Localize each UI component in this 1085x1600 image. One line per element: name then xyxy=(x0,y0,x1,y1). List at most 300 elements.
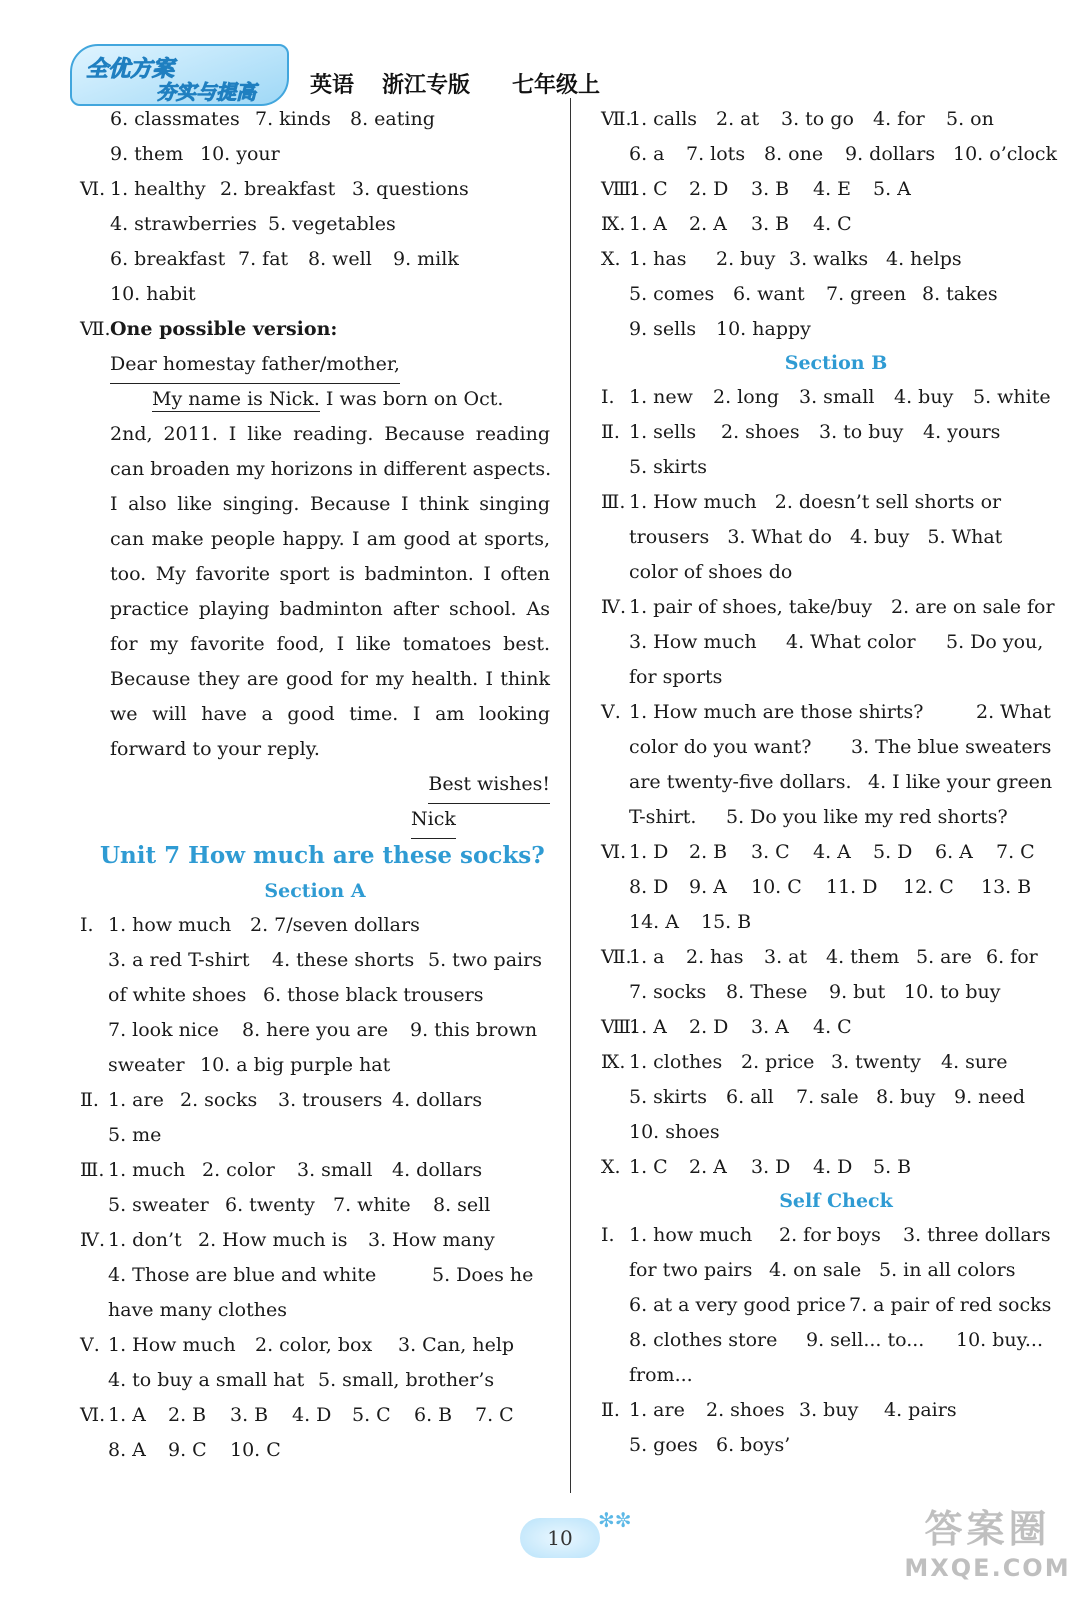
answer-line xyxy=(80,978,550,1013)
answer-line xyxy=(80,943,550,978)
header-edition: 浙江专版 xyxy=(382,72,471,98)
answer-item: 3. small xyxy=(297,1159,373,1181)
answer-item: 4. A xyxy=(813,841,851,863)
answer-line xyxy=(601,520,1071,555)
answer-item: 6. those black trousers xyxy=(263,984,484,1006)
answer-item: 5. two pairs xyxy=(428,949,542,971)
answer-item: 10. C xyxy=(230,1439,281,1461)
answer-item: 2. buy xyxy=(716,248,776,270)
letter-text: can broaden my horizons in different aspects. xyxy=(110,458,552,480)
answer-item: 7. kinds xyxy=(255,108,331,130)
answer-line xyxy=(601,800,1071,835)
answer-line xyxy=(601,590,1071,625)
answer-item: 8. here you are xyxy=(242,1019,389,1041)
watermark xyxy=(900,1506,1075,1596)
answer-item: 6. A xyxy=(935,841,973,863)
answer-item: 2. 7/seven dollars xyxy=(250,914,420,936)
section-heading: Section A xyxy=(264,880,366,902)
section-numeral: Ⅸ. xyxy=(601,1051,626,1073)
section-numeral: Ⅲ. xyxy=(601,491,626,513)
answer-item: 1. sells xyxy=(629,421,697,443)
watermark-logo: 答案圈 xyxy=(924,1507,1051,1551)
letter-line xyxy=(80,452,550,487)
answer-item: 4. dollars xyxy=(392,1159,483,1181)
watermark-url: MXQE.COM xyxy=(904,1554,1071,1582)
letter-closing: Best wishes! xyxy=(428,767,550,804)
answer-line xyxy=(601,312,1071,347)
answer-item: 4. pairs xyxy=(884,1399,957,1421)
answer-item: 9. sells xyxy=(629,318,697,340)
answer-item: 8. eating xyxy=(350,108,435,130)
answer-item: 7. sale xyxy=(796,1086,859,1108)
answer-item: 5. Do you, xyxy=(946,631,1044,653)
answer-item: 8. D xyxy=(629,876,669,898)
answer-line xyxy=(601,1115,1071,1150)
answer-line xyxy=(80,1293,550,1328)
answer-item: color of shoes do xyxy=(629,561,793,583)
answer-item: 7. C xyxy=(996,841,1035,863)
answer-item: 9. this brown xyxy=(410,1019,538,1041)
answer-line xyxy=(601,730,1071,765)
answer-item: 5. me xyxy=(108,1124,162,1146)
answer-item: 3. How many xyxy=(368,1229,495,1251)
answer-item: 2. shoes xyxy=(721,421,800,443)
letter-intro-rest: I was born on Oct. xyxy=(319,388,504,410)
letter-line xyxy=(80,382,550,417)
answer-item: 12. C xyxy=(903,876,954,898)
answer-line xyxy=(601,555,1071,590)
answer-item: 2. A xyxy=(689,213,727,235)
letter-text xyxy=(152,382,503,417)
column-divider xyxy=(570,98,571,1493)
answer-line xyxy=(601,1288,1071,1323)
answer-item: 6. classmates xyxy=(110,108,240,130)
answer-item: 7. white xyxy=(333,1194,411,1216)
answer-item: 9. C xyxy=(168,1439,207,1461)
answer-item: 5. on xyxy=(946,108,994,130)
answer-line xyxy=(601,1323,1071,1358)
letter-text: too. My favorite sport is badminton. I often xyxy=(110,563,550,585)
answer-item: 9. milk xyxy=(393,248,459,270)
answer-item: 3. buy xyxy=(799,1399,859,1421)
answer-item: 2. at xyxy=(716,108,760,130)
section-numeral: Ⅰ. xyxy=(601,1224,615,1246)
answer-item: 6. at a very good price xyxy=(629,1294,846,1316)
answer-line xyxy=(601,415,1071,450)
answer-item: 3. How much xyxy=(629,631,757,653)
section-numeral: Ⅶ. xyxy=(601,108,632,130)
answer-item: 3. walks xyxy=(789,248,869,270)
answer-line xyxy=(80,1223,550,1258)
answer-item: 1. C xyxy=(629,1156,668,1178)
answer-line xyxy=(601,1045,1071,1080)
answer-item: 4. E xyxy=(813,178,852,200)
answer-item: 5. skirts xyxy=(629,1086,707,1108)
letter-text: we will have a good time. I am looking xyxy=(110,703,550,725)
answer-item: 15. B xyxy=(701,911,752,933)
answer-line xyxy=(80,1258,550,1293)
book-logo xyxy=(70,44,289,106)
answer-item: 8. clothes store xyxy=(629,1329,778,1351)
section-numeral: Ⅵ. xyxy=(80,178,106,200)
answer-item: 2. D xyxy=(689,178,729,200)
answer-item: 9. but xyxy=(829,981,886,1003)
answer-item: 6. twenty xyxy=(225,1194,315,1216)
answer-item: 8. sell xyxy=(433,1194,491,1216)
answer-item: 5. Do you like my red shorts? xyxy=(726,806,1008,828)
answer-line xyxy=(601,242,1071,277)
section-numeral: Ⅲ. xyxy=(80,1159,105,1181)
answer-line xyxy=(80,1363,550,1398)
answer-line xyxy=(80,242,550,277)
answer-item: 3. three dollars xyxy=(903,1224,1051,1246)
answer-item: 8. one xyxy=(764,143,824,165)
answer-line xyxy=(80,1013,550,1048)
answer-line xyxy=(601,485,1071,520)
answer-item: 4. D xyxy=(813,1156,853,1178)
letter-line xyxy=(80,592,550,627)
answer-line xyxy=(601,870,1071,905)
letter-text: 2nd, 2011. I like reading. Because reading xyxy=(110,423,550,445)
letter-greeting-line xyxy=(80,347,550,382)
answer-item: 6. all xyxy=(726,1086,774,1108)
answer-line xyxy=(601,660,1071,695)
answer-item: 7. lots xyxy=(686,143,746,165)
answer-item: 1. a xyxy=(629,946,665,968)
answer-item: 2. color xyxy=(202,1159,275,1181)
answer-item: 3. A xyxy=(751,1016,789,1038)
letter-signature: Nick xyxy=(411,802,456,839)
answer-item: 8. takes xyxy=(922,283,998,305)
answer-item: 3. questions xyxy=(352,178,469,200)
answer-item: color do you want? xyxy=(629,736,812,758)
section-numeral: Ⅱ. xyxy=(601,1399,620,1421)
answer-item: 7. a pair of red socks xyxy=(849,1294,1052,1316)
answer-item: 1. How much 2. doesn’t sell shorts or xyxy=(629,491,1002,513)
answer-line xyxy=(601,102,1071,137)
answer-item: 1. new xyxy=(629,386,693,408)
answer-line xyxy=(601,1393,1071,1428)
answer-item: 3. small xyxy=(799,386,875,408)
answer-item: sweater xyxy=(108,1054,185,1076)
answer-item: 4. dollars xyxy=(392,1089,483,1111)
letter-sign-line xyxy=(80,802,550,837)
answer-item: 3. at xyxy=(764,946,808,968)
answer-item: 2. for boys xyxy=(779,1224,881,1246)
answer-item: 2. B xyxy=(689,841,728,863)
answer-item: 4. C xyxy=(813,1016,852,1038)
answer-item: 1. how much xyxy=(108,914,232,936)
section-heading: Section B xyxy=(784,352,888,374)
answer-item: 4. for xyxy=(873,108,925,130)
answer-item: 10. shoes xyxy=(629,1121,720,1143)
answer-item: 4. D xyxy=(292,1404,332,1426)
answer-item: 6. for xyxy=(986,946,1038,968)
answer-item: 1. A xyxy=(108,1404,146,1426)
answer-item: 1. how much xyxy=(629,1224,753,1246)
answer-line xyxy=(601,172,1071,207)
answer-item: 4. I like your green xyxy=(868,771,1053,793)
letter-line xyxy=(80,627,550,662)
section-numeral: Ⅷ. xyxy=(601,178,637,200)
letter-line xyxy=(80,417,550,452)
section-numeral: Ⅹ. xyxy=(601,248,621,270)
answer-line xyxy=(601,695,1071,730)
answer-item: 4. strawberries xyxy=(110,213,257,235)
answer-item: 7. socks xyxy=(629,981,707,1003)
section-numeral: Ⅹ. xyxy=(601,1156,621,1178)
answer-item: 10. happy xyxy=(716,318,811,340)
answer-item: 2. D xyxy=(689,1016,729,1038)
right-column xyxy=(601,102,1071,1463)
answer-item: 5. vegetables xyxy=(268,213,396,235)
answer-item: 1. much xyxy=(108,1159,186,1181)
answer-item: 5. B xyxy=(873,1156,912,1178)
answer-item: 8. These xyxy=(726,981,808,1003)
answer-item: 2. How much is xyxy=(198,1229,348,1251)
answer-item: 10. habit xyxy=(110,283,196,305)
letter-text: Because they are good for my health. I think xyxy=(110,668,550,690)
answer-item: 2. long xyxy=(713,386,780,408)
answer-item: 5. D xyxy=(873,841,913,863)
answer-line xyxy=(80,1048,550,1083)
answer-item: 10. o’clock xyxy=(953,143,1058,165)
answer-item: 7. green xyxy=(826,283,907,305)
answer-item: 4. What color xyxy=(786,631,916,653)
answer-item: 1. C xyxy=(629,178,668,200)
answer-line xyxy=(601,625,1071,660)
answer-item: 1. healthy xyxy=(110,178,206,200)
answer-item: 1. clothes xyxy=(629,1051,723,1073)
answer-item: 5. A xyxy=(873,178,911,200)
letter-line xyxy=(80,522,550,557)
answer-line xyxy=(601,905,1071,940)
answer-item: 1. has xyxy=(629,248,687,270)
answer-item: 7. fat xyxy=(238,248,289,270)
answer-item: 2. socks xyxy=(180,1089,258,1111)
answer-item: for two pairs xyxy=(629,1259,753,1281)
answer-item: 1. How much xyxy=(108,1334,236,1356)
answer-item: 7. C xyxy=(475,1404,514,1426)
answer-item: 9. them xyxy=(110,143,184,165)
answer-item: 1. A xyxy=(629,213,667,235)
answer-line xyxy=(601,975,1071,1010)
answer-item: 9. need xyxy=(954,1086,1026,1108)
answer-item: 4. to buy a small hat xyxy=(108,1369,305,1391)
answer-line xyxy=(601,1428,1071,1463)
letter-text: practice playing badminton after school. As xyxy=(110,598,550,620)
answer-line xyxy=(601,765,1071,800)
answer-item: 3. C xyxy=(751,841,790,863)
answer-item: 2. has xyxy=(686,946,744,968)
answer-item: 9. dollars xyxy=(845,143,936,165)
answer-item: 4. on sale xyxy=(769,1259,862,1281)
answer-line xyxy=(80,102,550,137)
answer-item: 1. are xyxy=(108,1089,164,1111)
answer-item: 4. sure xyxy=(941,1051,1008,1073)
answer-item: 7. look nice xyxy=(108,1019,219,1041)
answer-line xyxy=(601,835,1071,870)
answer-item: 2. shoes xyxy=(706,1399,785,1421)
section-numeral: Ⅳ. xyxy=(601,596,627,618)
answer-line xyxy=(601,1218,1071,1253)
answer-item: 4. yours xyxy=(923,421,1001,443)
answer-line xyxy=(80,1328,550,1363)
answer-item: 5. skirts xyxy=(629,456,707,478)
answer-item: 2. color, box xyxy=(255,1334,373,1356)
answer-item: 5. sweater xyxy=(108,1194,209,1216)
answer-line xyxy=(601,1080,1071,1115)
answer-item: for sports xyxy=(629,666,723,688)
answer-item: 10. a big purple hat xyxy=(200,1054,391,1076)
section-numeral: Ⅸ. xyxy=(601,213,626,235)
answer-line xyxy=(80,1083,550,1118)
answer-item: 3. The blue sweaters xyxy=(851,736,1052,758)
letter-closing-line xyxy=(80,767,550,802)
answer-item: 4. Those are blue and white xyxy=(108,1264,377,1286)
answer-line xyxy=(601,1358,1071,1393)
section-numeral: Ⅰ. xyxy=(601,386,615,408)
letter-text: forward to your reply. xyxy=(110,738,320,760)
answer-item: 3. a red T-shirt xyxy=(108,949,250,971)
letter-line xyxy=(80,662,550,697)
answer-item: 5. C xyxy=(352,1404,391,1426)
answer-item: 4. buy xyxy=(894,386,954,408)
header-grade: 七年级上 xyxy=(512,72,601,98)
answer-item: 5. small, brother’s xyxy=(318,1369,495,1391)
answer-item: T-shirt. xyxy=(629,806,697,828)
answer-line xyxy=(80,1118,550,1153)
answer-line xyxy=(601,277,1071,312)
answer-item: 10. buy... xyxy=(956,1329,1043,1351)
answer-item: 2. What xyxy=(976,701,1051,723)
answer-item: 3. B xyxy=(230,1404,269,1426)
answer-item: 5. are xyxy=(916,946,972,968)
answer-item: 8. A xyxy=(108,1439,146,1461)
answer-line xyxy=(601,940,1071,975)
section-numeral: Ⅷ. xyxy=(601,1016,637,1038)
section-numeral: Ⅱ. xyxy=(80,1089,99,1111)
answer-item: from... xyxy=(629,1364,693,1386)
answer-line xyxy=(80,1188,550,1223)
answer-item: 6. B xyxy=(414,1404,453,1426)
letter-text: I also like singing. Because I think singing xyxy=(110,493,550,515)
answer-item: 1. are xyxy=(629,1399,685,1421)
answer-item: 4. them xyxy=(826,946,900,968)
answer-line xyxy=(80,277,550,312)
answer-item: 3. to go xyxy=(781,108,854,130)
letter-intro: My name is Nick. xyxy=(152,388,320,410)
answer-line xyxy=(80,1433,550,1468)
answer-item: 4. helps xyxy=(886,248,962,270)
answer-line xyxy=(601,137,1071,172)
answer-item: 8. well xyxy=(308,248,372,270)
answer-item: trousers 3. What do 4. buy 5. What xyxy=(629,526,1003,548)
letter-text: can make people happy. I am good at sports, xyxy=(110,528,550,550)
answer-item: have many clothes xyxy=(108,1299,287,1321)
answer-line xyxy=(601,380,1071,415)
answer-line xyxy=(80,137,550,172)
answer-item: are twenty-five dollars. xyxy=(629,771,852,793)
answer-item: 5. comes xyxy=(629,283,715,305)
answer-item: 4. C xyxy=(813,213,852,235)
letter-line xyxy=(80,732,550,767)
answer-item: 1. A xyxy=(629,1016,667,1038)
section-numeral: Ⅵ. xyxy=(601,841,627,863)
section-numeral: Ⅳ. xyxy=(80,1229,106,1251)
answer-item: 9. sell... to... xyxy=(806,1329,925,1351)
answer-item: 5. goes xyxy=(629,1434,698,1456)
left-column xyxy=(80,102,550,1468)
answer-item: 1. calls xyxy=(629,108,698,130)
header-subject: 英语 xyxy=(310,72,355,98)
section-numeral: Ⅶ. xyxy=(80,318,111,340)
answer-item: 5. white xyxy=(973,386,1051,408)
answer-item: 1. don’t xyxy=(108,1229,182,1251)
snowflake-icon: ✻✼ xyxy=(598,1508,632,1532)
answer-item: 1. pair of shoes, take/buy xyxy=(629,596,873,618)
section-numeral: Ⅴ. xyxy=(601,701,621,723)
answer-item: 5. in all colors xyxy=(879,1259,1016,1281)
answer-item: 3. trousers xyxy=(278,1089,383,1111)
answer-item: 9. A xyxy=(689,876,727,898)
answer-item: 3. to buy xyxy=(819,421,904,443)
logo-line2: 夯实与提高 xyxy=(156,80,256,104)
section-numeral: Ⅰ. xyxy=(80,914,94,936)
section-numeral: Ⅱ. xyxy=(601,421,620,443)
answer-item: 3. B xyxy=(751,178,790,200)
answer-item: 3. twenty xyxy=(831,1051,921,1073)
answer-line xyxy=(601,1010,1071,1045)
answer-item: 4. these shorts xyxy=(272,949,415,971)
letter-line xyxy=(80,697,550,732)
answer-item: 8. buy xyxy=(876,1086,936,1108)
answer-item: 2. price xyxy=(741,1051,815,1073)
answer-item: 6. want xyxy=(733,283,805,305)
answer-item: 10. C xyxy=(751,876,802,898)
answer-item: 10. your xyxy=(200,143,280,165)
answer-item: of white shoes xyxy=(108,984,247,1006)
letter-greeting: Dear homestay father/mother, xyxy=(110,347,400,384)
answer-item: 3. D xyxy=(751,1156,791,1178)
section-numeral: Ⅵ. xyxy=(80,1404,106,1426)
logo-line1: 全优方案 xyxy=(86,57,175,82)
answer-item: 3. Can, help xyxy=(398,1334,515,1356)
answer-line xyxy=(601,1253,1071,1288)
answer-item: 1. D xyxy=(629,841,669,863)
answer-item: 10. to buy xyxy=(904,981,1001,1003)
answer-item: 11. D xyxy=(826,876,878,898)
section-numeral: Ⅴ. xyxy=(80,1334,100,1356)
letter-line xyxy=(80,487,550,522)
answer-item: 1. How much are those shirts? xyxy=(629,701,924,723)
answer-item: 2. are on sale for xyxy=(891,596,1055,618)
answer-line xyxy=(80,312,550,347)
answer-item: 3. B xyxy=(751,213,790,235)
answer-item: 6. a xyxy=(629,143,665,165)
answer-item: 2. breakfast xyxy=(220,178,336,200)
page-header xyxy=(70,40,1070,106)
letter-text: for my favorite food, I like tomatoes best. xyxy=(110,633,550,655)
version-label: One possible version: xyxy=(110,318,338,340)
answer-item: 14. A xyxy=(629,911,679,933)
answer-item: 6. boys’ xyxy=(716,1434,791,1456)
answer-item: 6. breakfast xyxy=(110,248,226,270)
letter-line xyxy=(80,557,550,592)
answer-line xyxy=(80,207,550,242)
answer-item: 5. Does he xyxy=(432,1264,534,1286)
answer-item: 2. A xyxy=(689,1156,727,1178)
